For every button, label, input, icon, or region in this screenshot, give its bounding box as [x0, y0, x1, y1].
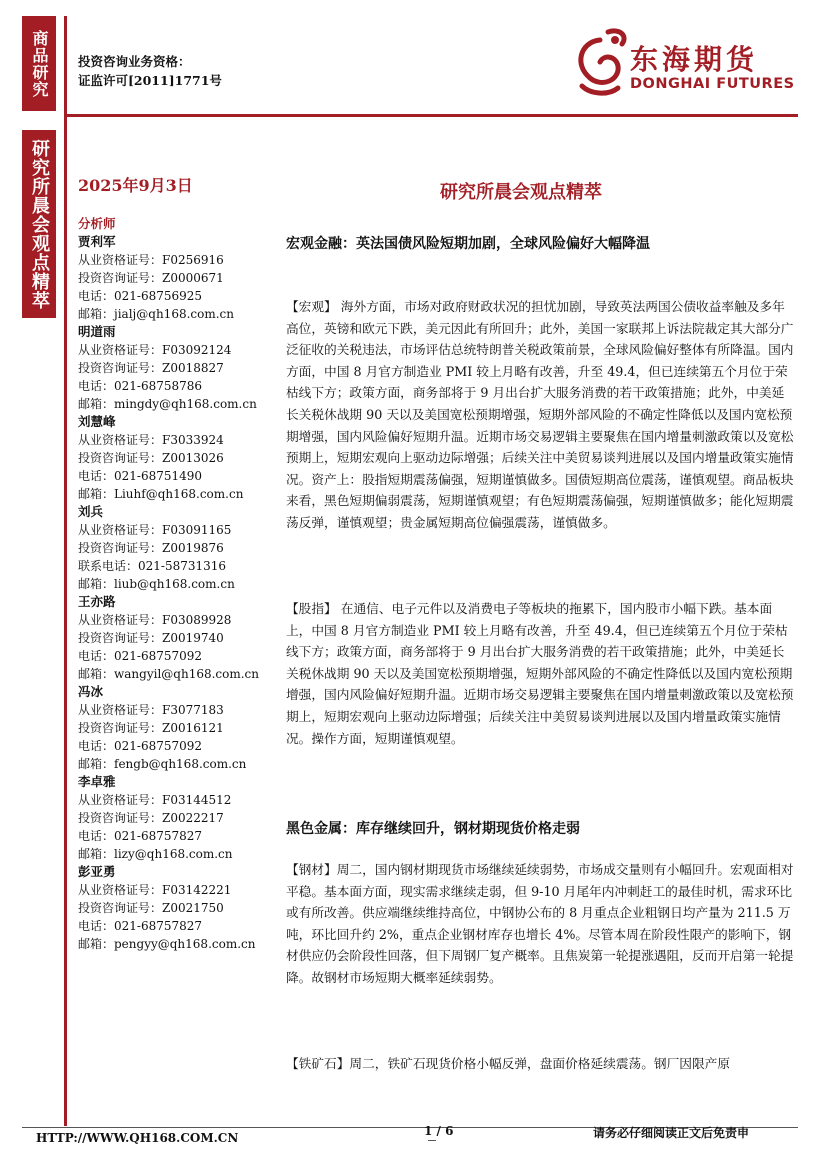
analyst-email[interactable]: 邮箱：wangyil@qh168.com.cn [78, 667, 260, 681]
steel-paragraph: 【钢材】周二，国内钢材期现货市场继续延续弱势，市场成交量则有小幅回升。宏观面相对平稳。基本面方面，现实需求继续走弱，但 9-10 月尾年内冲刺赶工的最佳时机，需求环比或有所改善。供应端继续维持高位，中钢协公布的 8 月重点企业粗钢日均产量为 211.5 万吨，环比回升约 2%，重点企业钢材库存也增长 4%。尽管本周在阶段性限产的影响下，钢材供应仍会阶段性回落，但下周钢厂复产概率。且焦炭第一轮提涨遇阻，反而开启第一轮提降。故钢材市场短期大概率延续弱势。 [286, 862, 794, 985]
report-date: 2025年9月3日 [78, 176, 193, 195]
vertical-divider [64, 16, 67, 1126]
analyst-phone: 电话：021-68757092 [78, 649, 203, 663]
logo-english-name: DONGHAI FUTURES [630, 76, 795, 92]
analyst-email[interactable]: 邮箱：lizy@qh168.com.cn [78, 847, 233, 861]
analyst-phone: 电话：021-68757827 [78, 919, 203, 933]
category-tag: 商品研究 [22, 16, 56, 111]
analyst-email[interactable]: 邮箱：jialj@qh168.com.cn [78, 307, 234, 321]
analyst-phone: 电话：021-68757092 [78, 739, 203, 753]
analyst-name: 彭亚勇 [78, 864, 116, 879]
analyst-consult-license: 投资咨询证号：Z0019876 [78, 541, 224, 555]
analyst-email[interactable]: 邮箱：fengb@qh168.com.cn [78, 757, 247, 771]
analyst-card [78, 413, 268, 503]
analyst-card [78, 593, 268, 683]
ferrous-section-heading: 黑色金属：库存继续回升，钢材期现货价格走弱 [286, 821, 580, 837]
page-number: 1 / 6 [424, 1124, 454, 1138]
analyst-license: 从业资格证号：F03144512 [78, 793, 232, 807]
qualification-line1: 投资咨询业务资格： [78, 54, 191, 69]
analyst-license: 从业资格证号：F03142221 [78, 883, 232, 897]
analyst-license: 从业资格证号：F03091165 [78, 523, 232, 537]
analyst-header: 分析师 [78, 216, 116, 231]
analyst-consult-license: 投资咨询证号：Z0016121 [78, 721, 224, 735]
analyst-phone: 联系电话：021-58731316 [78, 559, 227, 573]
footer-url-link[interactable]: HTTP://WWW.QH168.COM.CN [36, 1131, 239, 1145]
analyst-card [78, 863, 268, 953]
analyst-card [78, 323, 268, 413]
analyst-name: 刘慧峰 [78, 414, 116, 429]
analyst-phone: 电话：021-68756925 [78, 289, 203, 303]
analyst-name: 贾利军 [78, 234, 116, 249]
analyst-card [78, 773, 268, 863]
analyst-name: 明道雨 [78, 324, 116, 339]
iron-ore-paragraph: 【铁矿石】周二，铁矿石现货价格小幅反弹，盘面价格延续震荡。钢厂因限产原 [286, 1056, 731, 1071]
analyst-consult-license: 投资咨询证号：Z0018827 [78, 361, 224, 375]
qualification-line2: 证监许可[2011]1771号 [78, 73, 222, 88]
analyst-license: 从业资格证号：F03089928 [78, 613, 232, 627]
analyst-card [78, 503, 268, 593]
analyst-consult-license: 投资咨询证号：Z0022217 [78, 811, 224, 825]
analyst-consult-license: 投资咨询证号：Z0000671 [78, 271, 224, 285]
page-title: 研究所晨会观点精萃 [440, 182, 602, 203]
analyst-phone: 电话：021-68758786 [78, 379, 203, 393]
analyst-card [78, 233, 268, 323]
disclaimer-note: 请务必仔细阅读正文后免责申 [593, 1126, 750, 1140]
analyst-name: 刘兵 [78, 504, 104, 519]
analyst-license: 从业资格证号：F3033924 [78, 433, 224, 447]
analyst-license: 从业资格证号：F0256916 [78, 253, 224, 267]
report-series-tag: 研究所晨会观点精萃 [22, 130, 56, 318]
analyst-card [78, 683, 268, 773]
stock-index-paragraph: 【股指】 在通信、电子元件以及消费电子等板块的拖累下，国内股市小幅下跌。基本面上，中国 8 月官方制造业 PMI 较上月略有改善，升至 49.4，但已连续第五个月位于荣枯线下方；政策方面，商务部将于 9 月出台扩大服务消费的若干政策措施；此外，中美延长关税休战期 90 天以及美国宽松预期增强，短期外部风险的不确定性降低以及国内宽松预期增强，国内风险偏好短期升温。近期市场交易逻辑主要聚焦在国内增量刺激政策以及宽松预期上，短期宏观向上驱动边际增强；后续关注中美贸易谈判进展以及国内增量政策实施情况。操作方面，短期谨慎观望。 [286, 601, 794, 746]
analyst-name: 冯冰 [78, 684, 104, 699]
analyst-phone: 电话：021-68751490 [78, 469, 203, 483]
analyst-consult-license: 投资咨询证号：Z0013026 [78, 451, 224, 465]
page-number-underline [428, 1140, 436, 1141]
analyst-consult-license: 投资咨询证号：Z0019740 [78, 631, 224, 645]
analyst-consult-license: 投资咨询证号：Z0021750 [78, 901, 224, 915]
logo-chinese-name: 东海期货 [630, 43, 759, 76]
analyst-email[interactable]: 邮箱：pengyy@qh168.com.cn [78, 937, 256, 951]
analyst-email[interactable]: 邮箱：liub@qh168.com.cn [78, 577, 235, 591]
analyst-name: 李卓雅 [78, 774, 116, 789]
analyst-phone: 电话：021-68757827 [78, 829, 203, 843]
analyst-license: 从业资格证号：F03092124 [78, 343, 232, 357]
header-divider [64, 114, 798, 117]
analyst-email[interactable]: 邮箱：mingdy@qh168.com.cn [78, 397, 257, 411]
analyst-email[interactable]: 邮箱：Liuhf@qh168.com.cn [78, 487, 244, 501]
analyst-license: 从业资格证号：F3077183 [78, 703, 224, 717]
macro-section-heading: 宏观金融：英法国债风险短期加剧，全球风险偏好大幅降温 [286, 236, 650, 252]
macro-paragraph: 【宏观】 海外方面，市场对政府财政状况的担忧加剧，导致英法两国公债收益率触及多年高位，英镑和欧元下跌，美元因此有所回升；此外，美国一家联邦上诉法院裁定其大部分广泛征收的关税违法，市场评估总统特朗普关税政策前景，全球风险偏好整体有所降温。国内方面，中国 8 月官方制造业 PMI 较上月略有改善，升至 49.4，但已连续第五个月位于荣枯线下方；政策方面，商务部将于 9 月出台扩大服务消费的若干政策措施；此外，中美延长关税休战期 90 天以及美国宽松预期增强，短期外部风险的不确定性降低以及国内宽松预期增强，国内风险偏好短期升温。近期市场交易逻辑主要聚焦在国内增量刺激政策以及宽松预期上，短期宏观向上驱动边际增强；后续关注中美贸易谈判进展以及国内增量政策实施情况。资产上：股指短期震荡偏强，短期谨慎做多。国债短期高位震荡，谨慎观望。商品板块来看，黑色短期偏弱震荡，短期谨慎观望；有色短期震荡偏强，短期谨慎做多；能化短期震荡反弹，谨慎观望；贵金属短期高位偏强震荡，谨慎做多。 [286, 299, 794, 530]
analyst-list [78, 233, 268, 953]
analyst-name: 王亦路 [78, 594, 116, 609]
